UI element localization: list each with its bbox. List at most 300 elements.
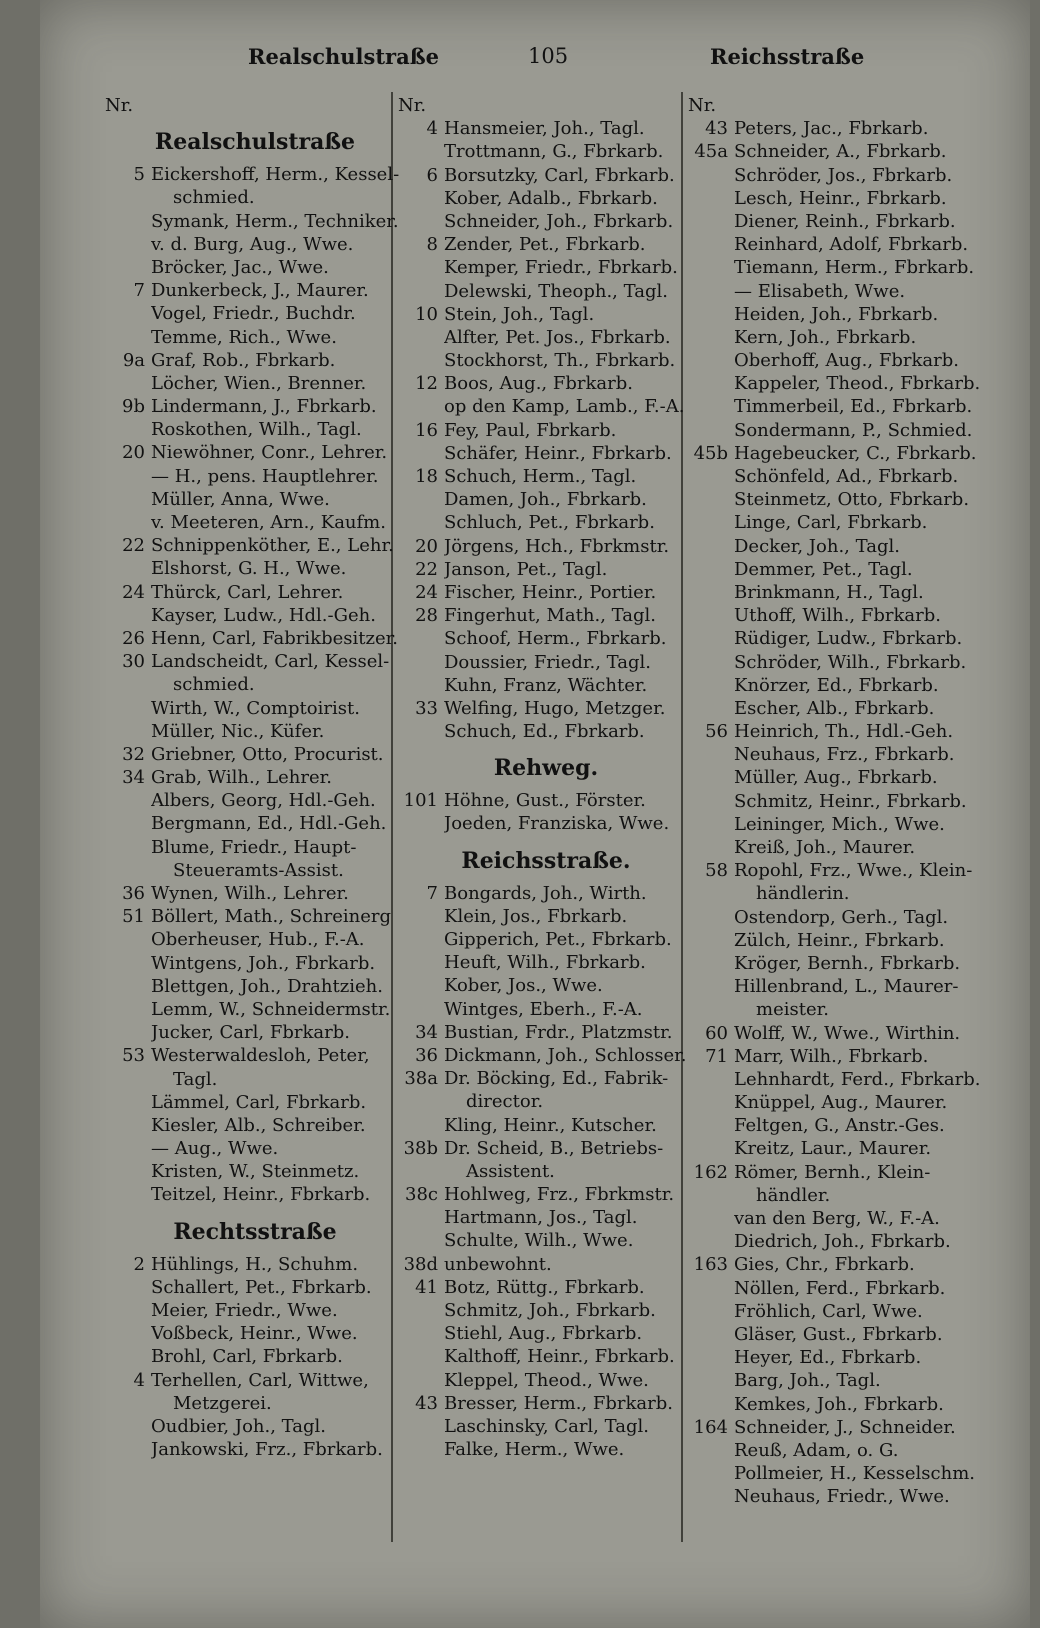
directory-entry <box>398 674 694 697</box>
resident-entry: Escher, Alb., Fbrkarb. <box>734 697 935 719</box>
house-number: 9a <box>122 349 145 371</box>
resident-entry: Kalthoff, Heinr., Fbrkarb. <box>444 1346 675 1368</box>
directory-entry <box>688 975 1018 998</box>
resident-entry: Löcher, Wien., Brenner. <box>151 372 367 394</box>
house-number <box>398 1206 444 1229</box>
house-number: 45a <box>694 141 728 163</box>
house-number: 7 <box>133 280 145 302</box>
house-number <box>398 349 444 372</box>
house-number <box>688 836 734 859</box>
directory-entry <box>105 882 405 905</box>
house-number <box>105 998 151 1021</box>
directory-entry <box>398 651 694 674</box>
directory-entry <box>105 1438 405 1461</box>
house-number <box>105 836 151 859</box>
directory-entry <box>688 1253 1018 1276</box>
resident-entry: Schäfer, Heinr., Fbrkarb. <box>444 442 672 464</box>
directory-entry <box>398 511 694 534</box>
house-number <box>105 1415 151 1438</box>
house-number: 38d <box>403 1253 438 1275</box>
house-number <box>688 1369 734 1392</box>
directory-entry <box>688 1137 1018 1160</box>
house-number <box>398 1369 444 1392</box>
resident-entry: Gies, Chr., Fbrkarb. <box>734 1254 915 1276</box>
house-number: 38a <box>404 1068 438 1090</box>
house-number <box>688 395 734 418</box>
house-number: 38c <box>405 1184 438 1206</box>
directory-entry <box>105 534 405 557</box>
house-number <box>688 164 734 187</box>
house-number <box>688 280 734 303</box>
directory-entry <box>398 419 694 442</box>
resident-entry: Bongards, Joh., Wirth. <box>444 882 647 904</box>
house-number: 56 <box>705 721 728 743</box>
directory-entry <box>105 789 405 812</box>
directory-entry <box>105 905 405 928</box>
house-number: 36 <box>122 883 145 904</box>
resident-entry: Alfter, Pet. Jos., Fbrkarb. <box>444 326 671 348</box>
resident-entry: Müller, Nic., Küfer. <box>151 720 325 742</box>
directory-entry <box>398 1044 694 1067</box>
directory-entry <box>105 975 405 998</box>
house-number: 24 <box>415 581 438 603</box>
house-number <box>688 952 734 975</box>
directory-entry <box>688 1323 1018 1346</box>
directory-entry <box>398 627 694 650</box>
house-number <box>688 1277 734 1300</box>
house-number: 51 <box>122 906 145 928</box>
directory-entry <box>105 1345 405 1368</box>
house-number <box>398 974 444 997</box>
resident-entry: meister. <box>756 999 829 1021</box>
directory-entry <box>398 1229 694 1252</box>
house-number <box>688 372 734 395</box>
directory-entry <box>105 1299 405 1322</box>
house-number: 43 <box>705 118 728 140</box>
house-number <box>688 511 734 534</box>
resident-entry: Sondermann, P., Schmied. <box>734 419 973 441</box>
resident-entry: Fröhlich, Carl, Wwe. <box>734 1300 923 1322</box>
resident-entry: Blume, Friedr., Haupt- <box>151 836 357 858</box>
resident-entry: Lesch, Heinr., Fbrkarb. <box>734 187 947 209</box>
resident-entry: Teitzel, Heinr., Fbrkarb. <box>151 1184 371 1206</box>
house-number <box>105 302 151 325</box>
directory-entry <box>398 1090 694 1113</box>
resident-entry: Bergmann, Ed., Hdl.-Geh. <box>151 813 387 835</box>
house-number: 28 <box>415 605 438 627</box>
resident-entry: Reuß, Adam, o. G. <box>734 1439 899 1461</box>
house-number: 6 <box>426 164 438 186</box>
resident-entry: Fischer, Heinr., Portier. <box>444 581 657 603</box>
directory-entry <box>688 1045 1018 1068</box>
column-2 <box>398 94 694 1461</box>
directory-entry <box>688 164 1018 187</box>
resident-entry: Blettgen, Joh., Drahtzieh. <box>151 975 383 997</box>
street-heading: Rehweg. <box>493 755 599 782</box>
directory-entry <box>688 187 1018 210</box>
house-number <box>105 1299 151 1322</box>
resident-entry: Neuhaus, Friedr., Wwe. <box>734 1486 950 1508</box>
resident-entry: Albers, Georg, Hdl.-Geh. <box>151 790 376 812</box>
house-number: 34 <box>415 1021 438 1043</box>
directory-entry <box>105 186 405 209</box>
house-number: 163 <box>693 1254 728 1276</box>
resident-entry: Bustian, Frdr., Platzmstr. <box>444 1021 673 1043</box>
directory-entry <box>398 1137 694 1160</box>
resident-entry: Marr, Wilh., Fbrkarb. <box>734 1045 929 1067</box>
directory-entry <box>105 465 405 488</box>
house-number <box>688 813 734 836</box>
directory-entry <box>105 1021 405 1044</box>
resident-entry: schmied. <box>173 674 255 696</box>
resident-entry: Wynen, Wilh., Lehrer. <box>151 883 349 904</box>
house-number <box>688 488 734 511</box>
directory-entry <box>105 418 405 441</box>
resident-entry: Voßbeck, Heinr., Wwe. <box>151 1323 358 1345</box>
resident-entry: Fingerhut, Math., Tagl. <box>444 605 656 627</box>
directory-entry <box>105 1091 405 1114</box>
house-number <box>688 1137 734 1160</box>
resident-entry: Pollmeier, H., Kesselschm. <box>734 1463 975 1485</box>
directory-entry <box>398 233 694 256</box>
resident-entry: Schröder, Jos., Fbrkarb. <box>734 164 953 186</box>
resident-entry: Botz, Rüttg., Fbrkarb. <box>444 1276 645 1298</box>
directory-entry <box>688 140 1018 163</box>
house-number <box>105 952 151 975</box>
directory-entry <box>398 395 694 418</box>
street-heading: Reichsstraße. <box>461 847 631 874</box>
house-number: 24 <box>122 581 145 603</box>
directory-entry <box>398 372 694 395</box>
resident-entry: Borsutzky, Carl, Fbrkarb. <box>444 164 675 186</box>
directory-entry <box>688 535 1018 558</box>
resident-entry: Griebner, Otto, Procurist. <box>151 743 384 765</box>
house-number <box>105 1438 151 1461</box>
house-number <box>398 905 444 928</box>
house-number: 12 <box>415 373 438 395</box>
directory-entry <box>398 1299 694 1322</box>
directory-entry <box>105 163 405 186</box>
resident-entry: Roskothen, Wilh., Tagl. <box>151 419 362 441</box>
directory-entry <box>398 951 694 974</box>
house-number <box>105 233 151 256</box>
directory-entry <box>398 974 694 997</box>
house-number <box>688 1462 734 1485</box>
directory-entry <box>688 1207 1018 1230</box>
house-number <box>688 1207 734 1230</box>
house-number <box>398 627 444 650</box>
directory-entry <box>688 929 1018 952</box>
directory-entry <box>688 790 1018 813</box>
resident-entry: Meier, Friedr., Wwe. <box>151 1300 338 1321</box>
house-number <box>398 442 444 465</box>
resident-entry: Linge, Carl, Fbrkarb. <box>734 512 928 534</box>
resident-entry: schmied. <box>173 187 255 209</box>
number-column-label: Nr. <box>688 95 717 116</box>
column-3 <box>688 94 1018 1508</box>
house-number: 34 <box>122 767 145 789</box>
resident-entry: Lehnhardt, Ferd., Fbrkarb. <box>734 1068 981 1090</box>
house-number <box>688 1230 734 1253</box>
house-number <box>398 951 444 974</box>
resident-entry: Schönfeld, Ad., Fbrkarb. <box>734 466 959 487</box>
resident-entry: Trottmann, G., Fbrkarb. <box>444 141 664 163</box>
house-number <box>398 1160 444 1183</box>
directory-entry <box>398 1438 694 1461</box>
resident-entry: Schneider, J., Schneider. <box>734 1416 956 1438</box>
directory-entry <box>105 256 405 279</box>
resident-entry: Elshorst, G. H., Wwe. <box>151 558 347 580</box>
resident-entry: Decker, Joh., Tagl. <box>734 535 900 557</box>
directory-entry <box>688 743 1018 766</box>
house-number: 162 <box>693 1161 728 1183</box>
resident-entry: Rüdiger, Ludw., Fbrkarb. <box>734 628 963 650</box>
house-number <box>398 488 444 511</box>
resident-entry: Joeden, Franziska, Wwe. <box>444 813 670 835</box>
resident-entry: Knüppel, Aug., Maurer. <box>734 1092 948 1114</box>
directory-entry <box>688 581 1018 604</box>
directory-entry <box>688 882 1018 905</box>
directory-entry <box>398 1160 694 1183</box>
house-number <box>688 233 734 256</box>
house-number: 30 <box>122 651 145 673</box>
directory-entry <box>688 813 1018 836</box>
house-number <box>688 1091 734 1114</box>
resident-entry: Doussier, Friedr., Tagl. <box>444 651 651 673</box>
directory-entry <box>398 581 694 604</box>
resident-entry: Bresser, Herm., Fbrkarb. <box>444 1392 673 1414</box>
resident-entry: Diener, Reinh., Fbrkarb. <box>734 210 956 232</box>
resident-entry: Lindermann, J., Fbrkarb. <box>151 396 377 418</box>
resident-entry: Ostendorp, Gerh., Tagl. <box>734 906 949 928</box>
resident-entry: Niewöhner, Conr., Lehrer. <box>151 442 388 464</box>
house-number <box>688 697 734 720</box>
house-number <box>688 1485 734 1508</box>
resident-entry: Kreiß, Joh., Maurer. <box>734 837 916 858</box>
directory-entry <box>688 1068 1018 1091</box>
directory-entry <box>105 488 405 511</box>
house-number <box>105 1114 151 1137</box>
directory-entry <box>105 1253 405 1276</box>
directory-entry <box>398 1114 694 1137</box>
directory-entry <box>105 326 405 349</box>
house-number: 10 <box>415 303 438 325</box>
directory-entry <box>688 627 1018 650</box>
directory-entry <box>398 1369 694 1392</box>
resident-entry: Kober, Adalb., Fbrkarb. <box>444 187 658 209</box>
resident-entry: Laschinsky, Carl, Tagl. <box>444 1415 649 1437</box>
house-number: 71 <box>705 1045 728 1067</box>
resident-entry: Hartmann, Jos., Tagl. <box>444 1207 638 1229</box>
resident-entry: op den Kamp, Lamb., F.-A. <box>444 396 685 418</box>
directory-entry <box>688 395 1018 418</box>
resident-entry: Knörzer, Ed., Fbrkarb. <box>734 674 939 696</box>
directory-entry <box>398 280 694 303</box>
directory-entry <box>398 256 694 279</box>
house-number <box>105 1392 151 1415</box>
directory-entry <box>688 1485 1018 1508</box>
resident-entry: Peters, Jac., Fbrkarb. <box>734 118 929 140</box>
house-number: 18 <box>415 466 438 487</box>
resident-entry: Kern, Joh., Fbrkarb. <box>734 326 917 348</box>
house-number <box>398 720 444 743</box>
directory-entry <box>688 1439 1018 1462</box>
directory-entry <box>398 442 694 465</box>
directory-entry <box>688 372 1018 395</box>
directory-entry <box>688 1114 1018 1137</box>
house-number <box>398 1299 444 1322</box>
house-number <box>105 557 151 580</box>
house-number <box>398 812 444 835</box>
house-number: 20 <box>122 442 145 464</box>
house-number: 2 <box>133 1253 145 1275</box>
house-number <box>105 789 151 812</box>
house-number: 58 <box>705 860 728 882</box>
resident-entry: Barg, Joh., Tagl. <box>734 1370 881 1392</box>
house-number <box>688 790 734 813</box>
resident-entry: Feltgen, G., Anstr.-Ges. <box>734 1115 945 1137</box>
house-number <box>105 326 151 349</box>
resident-entry: director. <box>466 1091 544 1113</box>
resident-entry: Höhne, Gust., Förster. <box>444 790 646 812</box>
resident-entry: Landscheidt, Carl, Kessel- <box>151 651 390 673</box>
house-number <box>688 1184 734 1207</box>
house-number <box>688 1393 734 1416</box>
number-column-label: Nr. <box>398 95 427 116</box>
directory-entry <box>105 557 405 580</box>
resident-entry: Kiesler, Alb., Schreiber. <box>151 1114 366 1136</box>
street-heading: Rechtsstraße <box>173 1218 337 1245</box>
resident-entry: Dickmann, Joh., Schlosser. <box>444 1044 687 1066</box>
house-number <box>398 651 444 674</box>
house-number <box>688 581 734 604</box>
house-number <box>105 859 151 882</box>
resident-entry: Oberheuser, Hub., F.-A. <box>151 929 365 951</box>
directory-entry <box>105 1068 405 1091</box>
resident-entry: Dr. Scheid, B., Betriebs- <box>444 1137 664 1159</box>
resident-entry: Welfing, Hugo, Metzger. <box>444 697 666 719</box>
resident-entry: Hagebeucker, C., Fbrkarb. <box>734 442 977 464</box>
directory-entry <box>398 1322 694 1345</box>
house-number <box>688 210 734 233</box>
resident-entry: Heuft, Wilh., Fbrkarb. <box>444 952 646 974</box>
directory-entry <box>688 1300 1018 1323</box>
directory-entry <box>688 906 1018 929</box>
resident-entry: Klein, Jos., Fbrkarb. <box>444 905 628 927</box>
house-number <box>398 210 444 233</box>
resident-entry: Delewski, Theoph., Tagl. <box>444 280 668 302</box>
resident-entry: Steinmetz, Otto, Fbrkarb. <box>734 489 970 511</box>
page-number: 105 <box>528 44 569 68</box>
house-number <box>398 256 444 279</box>
directory-entry <box>105 302 405 325</box>
resident-entry: Schuch, Ed., Fbrkarb. <box>444 721 645 743</box>
resident-entry: Falke, Herm., Wwe. <box>444 1439 625 1461</box>
resident-entry: Kappeler, Theod., Fbrkarb. <box>734 373 981 395</box>
house-number <box>688 929 734 952</box>
directory-entry <box>105 952 405 975</box>
resident-entry: Hansmeier, Joh., Tagl. <box>444 118 645 140</box>
house-number <box>105 488 151 511</box>
resident-entry: Damen, Joh., Fbrkarb. <box>444 489 647 511</box>
house-number <box>688 303 734 326</box>
house-number <box>105 812 151 835</box>
resident-entry: — H., pens. Hauptlehrer. <box>151 465 379 487</box>
directory-entry <box>688 1346 1018 1369</box>
resident-entry: Jucker, Carl, Fbrkarb. <box>151 1022 350 1044</box>
directory-entry <box>105 743 405 766</box>
directory-entry <box>105 395 405 418</box>
directory-entry <box>105 1322 405 1345</box>
directory-entry <box>688 1230 1018 1253</box>
directory-entry <box>105 673 405 696</box>
resident-entry: Kemkes, Joh., Fbrkarb. <box>734 1393 944 1415</box>
resident-entry: Kristen, W., Steinmetz. <box>151 1161 360 1183</box>
directory-entry <box>105 836 405 859</box>
resident-entry: Steueramts-Assist. <box>173 859 344 881</box>
resident-entry: unbewohnt. <box>444 1253 552 1275</box>
resident-entry: Schoof, Herm., Fbrkarb. <box>444 628 667 650</box>
house-number <box>105 1091 151 1114</box>
directory-entry <box>688 1393 1018 1416</box>
directory-entry <box>398 303 694 326</box>
resident-entry: Timmerbeil, Ed., Fbrkarb. <box>734 396 973 418</box>
directory-entry <box>398 326 694 349</box>
directory-entry <box>105 1369 405 1392</box>
resident-entry: Jankowski, Frz., Fbrkarb. <box>151 1439 383 1461</box>
directory-entry <box>105 441 405 464</box>
directory-entry <box>105 650 405 673</box>
directory-entry <box>688 1091 1018 1114</box>
house-number <box>398 998 444 1021</box>
house-number <box>688 465 734 488</box>
resident-entry: Schneider, Joh., Fbrkarb. <box>444 210 674 232</box>
resident-entry: Müller, Aug., Fbrkarb. <box>734 767 938 789</box>
directory-entry <box>105 210 405 233</box>
resident-entry: Eickershoff, Herm., Kessel- <box>151 164 400 186</box>
directory-entry <box>398 465 694 488</box>
directory-entry <box>688 280 1018 303</box>
resident-entry: Nöllen, Ferd., Fbrkarb. <box>734 1277 946 1299</box>
directory-entry <box>688 488 1018 511</box>
resident-entry: Metzgerei. <box>173 1392 272 1414</box>
directory-entry <box>688 233 1018 256</box>
directory-entry <box>688 766 1018 789</box>
house-number: 4 <box>426 118 438 140</box>
resident-entry: Kröger, Bernh., Fbrkarb. <box>734 952 961 974</box>
directory-entry <box>398 882 694 905</box>
house-number <box>688 1068 734 1091</box>
running-head-right: Reichsstraße <box>710 44 865 69</box>
resident-entry: Römer, Bernh., Klein- <box>734 1161 931 1183</box>
house-number <box>688 627 734 650</box>
resident-entry: Stiehl, Aug., Fbrkarb. <box>444 1323 643 1345</box>
directory-entry <box>105 766 405 789</box>
directory-entry <box>105 1415 405 1438</box>
directory-entry <box>398 697 694 720</box>
resident-entry: Dr. Böcking, Ed., Fabrik- <box>444 1068 669 1090</box>
directory-entry <box>105 998 405 1021</box>
resident-entry: Schuch, Herm., Tagl. <box>444 466 637 487</box>
resident-entry: Stockhorst, Th., Fbrkarb. <box>444 350 676 372</box>
resident-entry: Uthoff, Wilh., Fbrkarb. <box>734 605 941 627</box>
directory-entry <box>688 419 1018 442</box>
directory-entry <box>688 697 1018 720</box>
resident-entry: Kemper, Friedr., Fbrkarb. <box>444 257 678 279</box>
directory-entry <box>398 1021 694 1044</box>
directory-entry <box>398 187 694 210</box>
house-number <box>398 928 444 951</box>
